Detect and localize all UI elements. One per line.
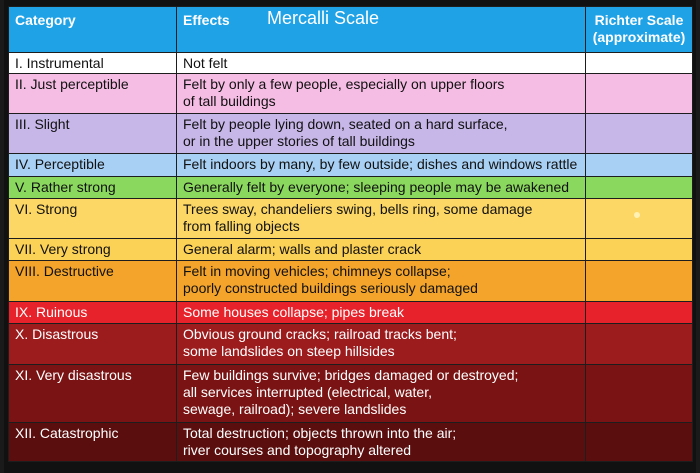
richter-cell	[586, 302, 693, 324]
category-cell: V. Rather strong	[9, 177, 177, 199]
richter-cell	[586, 177, 693, 199]
category-cell: VII. Very strong	[9, 239, 177, 261]
table-row	[9, 199, 693, 239]
richter-cell	[586, 53, 693, 74]
richter-cell	[586, 423, 693, 462]
category-cell: XI. Very disastrous	[9, 365, 177, 423]
effects-cell: Few buildings survive; bridges damaged or destroyed; all services interrupted (electrical, water, sewage, railroad); severe landslides	[177, 365, 586, 423]
header-row	[9, 7, 693, 53]
effects-cell: Felt in moving vehicles; chimneys collapse; poorly constructed buildings seriously damaged	[177, 261, 586, 302]
category-cell: IX. Ruinous	[9, 302, 177, 324]
category-cell: III. Slight	[9, 114, 177, 154]
category-cell: X. Disastrous	[9, 324, 177, 365]
effects-cell: Obvious ground cracks; railroad tracks bent; some landslides on steep hillsides	[177, 324, 586, 365]
header-category: Category	[9, 7, 177, 53]
richter-cell	[586, 239, 693, 261]
table-row	[9, 239, 693, 261]
table-row	[9, 324, 693, 365]
table-title: Mercalli Scale	[267, 8, 380, 28]
category-cell: VIII. Destructive	[9, 261, 177, 302]
table-row	[9, 177, 693, 199]
richter-cell	[586, 114, 693, 154]
category-cell: VI. Strong	[9, 199, 177, 239]
table-row	[9, 154, 693, 177]
category-cell: IV. Perceptible	[9, 154, 177, 177]
table-row	[9, 261, 693, 302]
effects-cell: General alarm; walls and plaster crack	[177, 239, 586, 261]
table-row	[9, 53, 693, 74]
richter-cell	[586, 261, 693, 302]
richter-cell	[586, 74, 693, 114]
table-row	[9, 302, 693, 324]
effects-cell: Felt by only a few people, especially on upper floors of tall buildings	[177, 74, 586, 114]
effects-cell: Generally felt by everyone; sleeping people may be awakened	[177, 177, 586, 199]
header-effects	[177, 7, 586, 53]
richter-cell	[586, 324, 693, 365]
mercalli-scale-table	[8, 6, 693, 462]
category-cell: I. Instrumental	[9, 53, 177, 74]
light-glint	[634, 212, 640, 218]
effects-cell: Felt by people lying down, seated on a hard surface, or in the upper stories of tall buildings	[177, 114, 586, 154]
richter-cell	[586, 365, 693, 423]
richter-cell	[586, 199, 693, 239]
category-cell: XII. Catastrophic	[9, 423, 177, 462]
effects-cell: Some houses collapse; pipes break	[177, 302, 586, 324]
richter-cell	[586, 154, 693, 177]
effects-cell: Felt indoors by many, by few outside; dishes and windows rattle	[177, 154, 586, 177]
table-row	[9, 423, 693, 462]
table-row	[9, 114, 693, 154]
table-row	[9, 74, 693, 114]
effects-cell: Trees sway, chandeliers swing, bells ring, some damage from falling objects	[177, 199, 586, 239]
table-row	[9, 365, 693, 423]
category-cell: II. Just perceptible	[9, 74, 177, 114]
effects-cell: Total destruction; objects thrown into the air; river courses and topography altered	[177, 423, 586, 462]
header-richter-sub: (approximate)	[592, 29, 686, 45]
header-effects-label: Effects	[183, 12, 230, 28]
header-richter-label: Richter Scale	[594, 12, 684, 28]
header-richter	[586, 7, 693, 53]
effects-cell: Not felt	[177, 53, 586, 74]
